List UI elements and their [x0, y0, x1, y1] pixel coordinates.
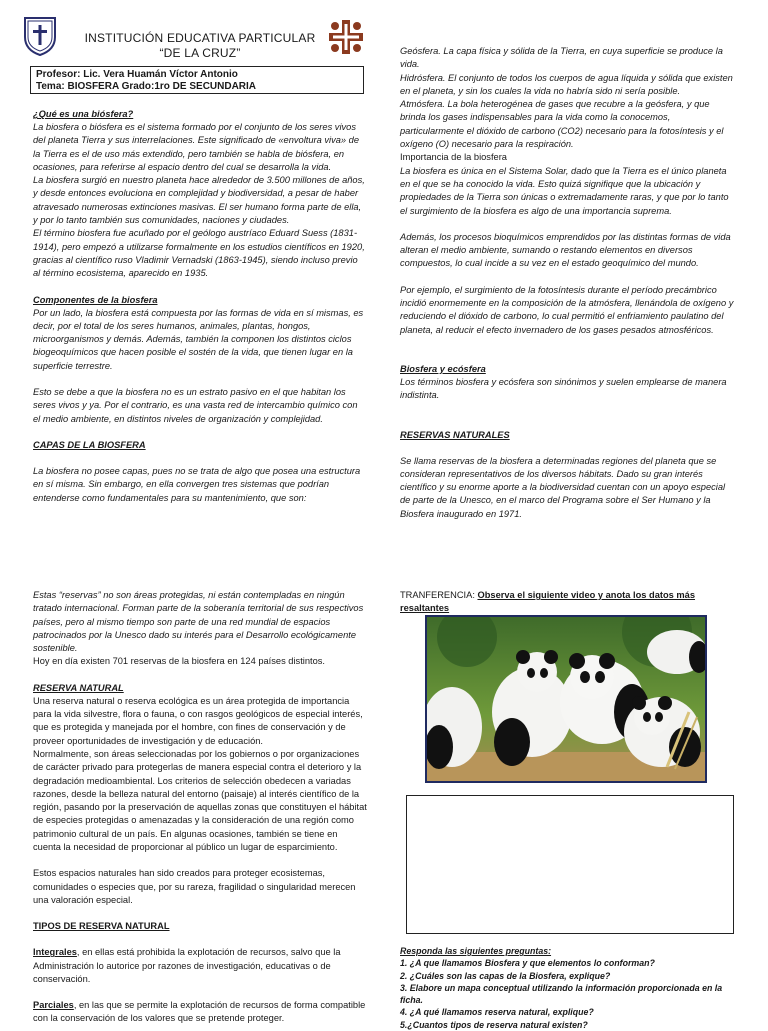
transfer-instruction: [400, 589, 740, 615]
questions-block: [400, 945, 745, 1031]
paragraph: La biosfera o biósfera es el sistema formado por el conjunto de los seres vivos del planeta Tierra y sus interrelaciones. Este significado de «envoltura viva» de la Tierra es el de uso más extendido, pero también se habla de biósfera, en ocasiones, para referirse al espacio dentro del cual se desarrolla la vida.: [33, 122, 360, 172]
question-2: 2. ¿Cuáles son las capas de la Biosfera, explique?: [400, 970, 611, 981]
section-title-what-is-biosphere: ¿Qué es una biósfera?: [33, 109, 134, 119]
term-parciales: Parciales: [33, 1000, 74, 1011]
paragraph-geosphere: Geósfera. La capa física y sólida de la Tierra, en cuya superficie se produce la vida.: [400, 46, 723, 70]
question-3: 3. Elabore un mapa conceptual utilizando la información proporcionada en la ficha.: [400, 982, 723, 1006]
left-column: [33, 108, 365, 505]
section-title-natural-reserve: RESERVA NATURAL: [33, 682, 124, 693]
teacher-name: Profesor: Lic. Vera Huamán Víctor Antonio: [36, 69, 238, 80]
school-name: [80, 31, 320, 61]
paragraph: Hoy en día existen 701 reservas de la biosfera en 124 países distintos.: [33, 656, 325, 667]
section-title-ecosphere: Biosfera y ecósfera: [400, 363, 486, 374]
section-title-components: Componentes de la biosfera: [33, 294, 158, 305]
paragraph: El término biosfera fue acuñado por el geólogo austríaco Eduard Suess (1831-1914), pero empezó a utilizarse formalmente en los estudios científicos en 1920, gracias al científico ruso Vladimir Vernadski (1863-1945), siendo incluso previo al término ecosistema, aparecido en 1935.: [33, 228, 365, 279]
section-title-natural-reserves: RESERVAS NATURALES: [400, 429, 510, 440]
section-title-importance: Importancia de la biosfera: [400, 152, 507, 163]
integrales-text: , en ellas está prohibida la explotación de recursos, salvo que la Administración lo autorice por razones de investigación, educativas o de conservación.: [33, 947, 341, 984]
paragraph: La biosfera surgió en nuestro planeta hace alrededor de 3.500 millones de años, y desde entonces evoluciona en complejidad y biodiversidad, a pesar de haber atravesado numerosas extinciones masivas. El ser humano forma parte de ella, y por lo tanto también sus comunidades, naciones y ciudades.: [33, 175, 365, 226]
question-5: 5.¿Cuantos tipos de reserva natural existen?: [400, 1019, 588, 1030]
paragraph: Estas “reservas” no son áreas protegidas, ni están contempladas en ningún tratado internacional. Forman parte de la soberanía territorial de sus respectivos países, pero al mismo tiempo son parte de una red mundial de espacios patrocinados por la Unesco dado su interés para el Desarrollo ecológicamente sostenible.: [33, 590, 364, 654]
cross-emblem-icon: [327, 18, 365, 56]
paragraph: La biosfera es única en el Sistema Solar, dado que la Tierra es el único planeta en el que se ha conocido la vida. Esto quizá signifique que la ubicación y propiedades de la Tierra son únicas o extremadamente raras, y que por lo tanto el surgimiento de la biosfera es algo de una importancia suprema.: [400, 165, 729, 216]
paragraph-atmosphere: Atmósfera. La bola heterogénea de gases que recubre a la geósfera, y que brinda los gases indispensables para la vida como la conocemos, particularmente el dióxido de carbono (CO2) necesario para la fotosíntesis y el oxígeno (O) necesario para la respiración.: [400, 99, 724, 150]
transfer-label: TRANFERENCIA:: [400, 590, 478, 600]
paragraph: Esto se debe a que la biosfera no es un estrato pasivo en el que habitan los seres vivos y ya. Por el contrario, es una vasta red de intercambio químico con el medio ambiente, en distintos niveles de organización y complejidad.: [33, 387, 358, 424]
lower-left-column: [33, 589, 367, 1026]
paragraph: Por ejemplo, el surgimiento de la fotosíntesis durante el período precámbrico incidió enormemente en la composición de la atmósfera, llenándola de oxígeno y reduciendo el dióxido de carbono, lo cual permitió el enfriamiento paulatino del planeta, al reducir el efecto invernadero de los gases pesados atmosféricos.: [400, 284, 734, 335]
questions-title: Responda las siguientes preguntas:: [400, 946, 552, 956]
school-line-2: “DE LA CRUZ”: [159, 46, 241, 60]
paragraph: Por un lado, la biosfera está compuesta por las formas de vida en sí mismas, es decir, por el total de los seres humanos, animales, plantas, hongos, microorganismos y demás. Además, también la componen los distintos ciclos biogeoquímicos que hacen posible el sostén de la vida, que tienen lugar en la superficie terrestre.: [33, 307, 364, 371]
answer-box[interactable]: [406, 795, 734, 934]
paragraph: Estos espacios naturales han sido creados para proteger ecosistemas, comunidades o especies que, por su rareza, fragilidad o singularidad merecen una valoración especial.: [33, 868, 356, 905]
question-4: 4. ¿A qué llamamos reserva natural, explique?: [400, 1007, 594, 1018]
panda-video-image[interactable]: [425, 615, 707, 783]
paragraph: Los términos biosfera y ecósfera son sinónimos y suelen emplearse de manera indistinta.: [400, 376, 727, 401]
term-integrales: Integrales: [33, 947, 77, 958]
school-shield-logo: [22, 15, 58, 57]
paragraph: Una reserva natural o reserva ecológica es un área protegida de importancia para la vida silvestre, flora o fauna, o con rasgos geológicos de especial interés, que es protegida y manejada por el hombre, con fines de conservación y de proveer oportunidades de investigación y de educación.: [33, 695, 363, 746]
lesson-topic: Tema: BIOSFERA Grado:1ro DE SECUNDARIA: [36, 81, 257, 92]
paragraph: Además, los procesos bioquímicos emprendidos por las distintas formas de vida alteran el medio ambiente, sumando o restando elementos en diversos compuestos, lo cual incide a su vez en el estado geoquímico del mundo.: [400, 231, 731, 269]
section-title-layers: CAPAS DE LA BIOSFERA: [33, 439, 146, 450]
parciales-text: , en las que se permite la explotación de recursos de forma compatible con la conservación de los valores que se pretende proteger.: [33, 1000, 366, 1024]
paragraph-integrales: [33, 946, 367, 986]
paragraph: Se llama reservas de la biosfera a determinadas regiones del planeta que se consideran representativos de los diversos hábitats. Dado su gran interés científico y su enorme aporte a la biodiversidad cuentan con un apoyo especial de parte de la Unesco, en el marco del Programa sobre el Ser Humano y la Biosfera inaugurado en 1971.: [400, 455, 726, 519]
right-column: [400, 45, 735, 521]
paragraph: Normalmente, son áreas seleccionadas por los gobiernos o por organizaciones de carácter privado para protegerlas de manera especial contra el deterioro y la degradación medioambiental. Los criterios de selección obedecen a variadas razones, desde la belleza natural del entorno (paisaje) al interés científico de la región, pasando por la preservación de aquellas zonas que constituyen el hábitat de especies protegidas o amenazadas y la consideración de una región como patrimonio cultural de un país. En algunas ocasiones, también se tiene en cuenta la necesidad de proporcionar al público un lugar de esparcimiento.: [33, 748, 367, 853]
question-1: 1. ¿A que llamamos Biosfera y que elementos lo conforman?: [400, 958, 655, 969]
paragraph-hydrosphere: Hidrósfera. El conjunto de todos los cuerpos de agua líquida y sólida que existen en el planeta, y sin los cuales la vida no habría sido ni sería posible.: [400, 72, 733, 96]
transfer-text: Observa el siguiente video y anota los datos más resaltantes: [400, 590, 696, 613]
school-line-1: INSTITUCIÓN EDUCATIVA PARTICULAR: [84, 31, 316, 45]
paragraph: La biosfera no posee capas, pues no se trata de algo que posea una estructura en sí misma. Sin embargo, en ella convergen tres sistemas que podrían entenderse como fundamentales para su mantenimiento, que son:: [33, 465, 361, 503]
teacher-info-box: [30, 66, 364, 94]
paragraph-parciales: [33, 999, 367, 1026]
section-title-reserve-types: TIPOS DE RESERVA NATURAL: [33, 921, 170, 932]
